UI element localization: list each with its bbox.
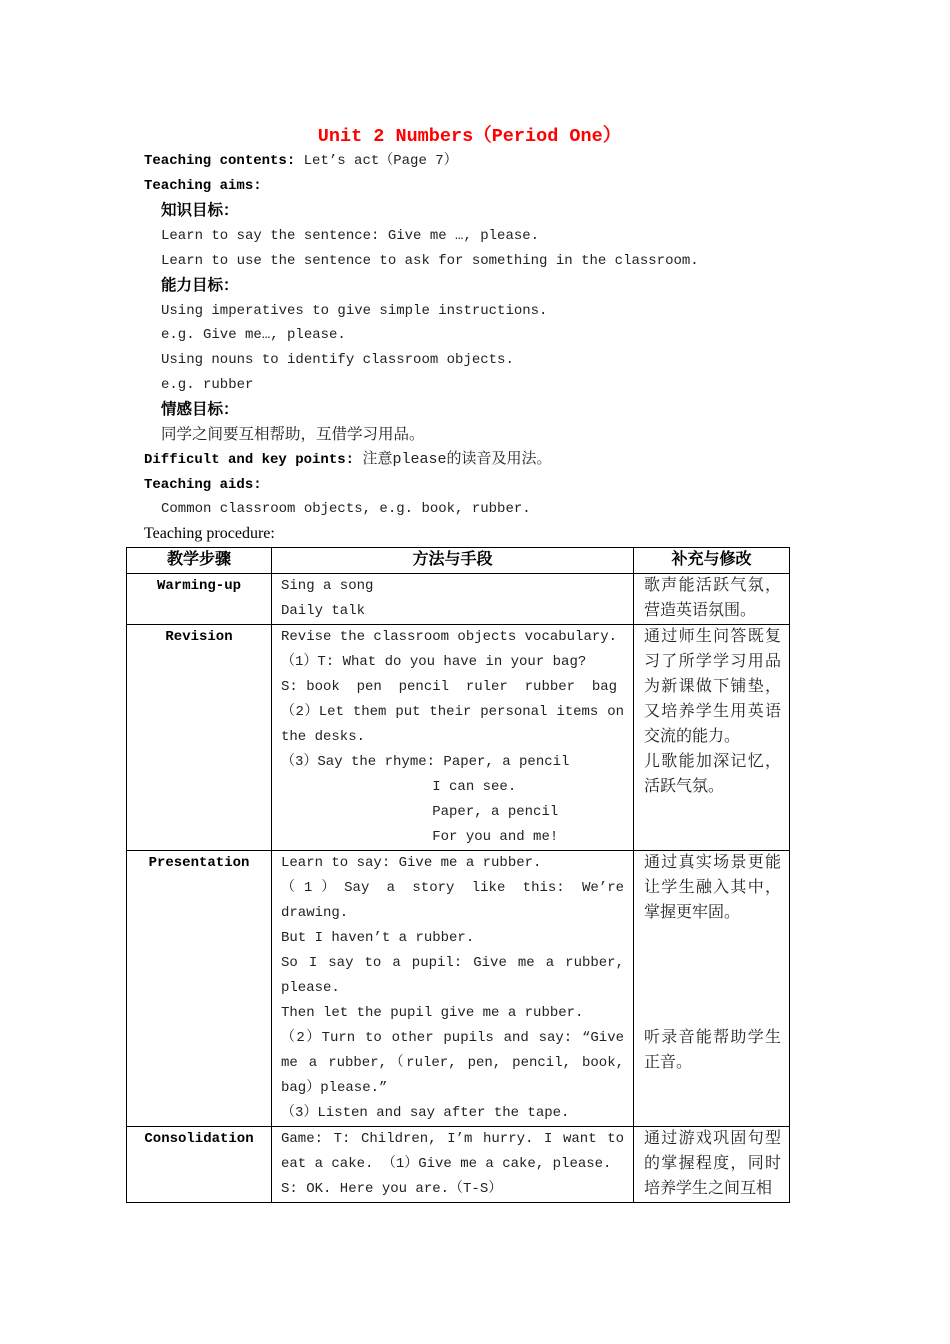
methods-paragraph: [281, 700, 624, 750]
methods-line: bag）please.”: [281, 1080, 388, 1096]
methods-line: please.: [281, 980, 340, 996]
teaching-aids-label: Teaching aids:: [144, 476, 262, 493]
notes-line: 儿歌能加深记忆，: [644, 753, 781, 771]
procedure-step-cell: [127, 851, 272, 1127]
procedure-notes-cell: [634, 1127, 790, 1203]
teaching-aims-label: Teaching aims:: [144, 178, 262, 195]
notes-line: 通过游戏巩固句型: [644, 1130, 781, 1148]
procedure-methods-cell: [272, 1127, 634, 1203]
notes-paragraph: [644, 976, 781, 1001]
notes-paragraph: [644, 951, 781, 976]
knowledge-aims-heading: 知识目标：: [161, 202, 239, 221]
key-points-value: 注意please的读音及用法。: [362, 450, 552, 468]
notes-line: 通过真实场景更能: [644, 854, 781, 872]
methods-paragraph: [281, 951, 624, 1001]
methods-paragraph: [281, 599, 624, 624]
methods-line: I can see.: [281, 779, 517, 795]
notes-line: 通过师生问答既复: [644, 628, 781, 646]
methods-line: drawing.: [281, 905, 349, 921]
methods-paragraph: [281, 926, 624, 951]
notes-paragraph: [644, 1001, 781, 1026]
methods-line: （1）Say a story like this: We’re: [281, 880, 624, 896]
notes-line: 又培养学生用英语: [644, 703, 781, 721]
procedure-row-consolidation: [127, 1127, 790, 1203]
key-points-label: Difficult and key points:: [144, 451, 355, 468]
procedure-notes-cell: [634, 574, 790, 625]
methods-line: Then let the pupil give me a rubber.: [281, 1005, 584, 1021]
procedure-step-name: Presentation: [148, 855, 250, 871]
notes-paragraph: [644, 926, 781, 951]
notes-line: 的掌握程度，同时: [644, 1155, 781, 1173]
notes-line: 活跃气氛。: [644, 778, 725, 796]
notes-line: 掌握更牢固。: [644, 904, 741, 922]
procedure-table-body: [127, 574, 790, 1203]
teaching-contents: [144, 149, 795, 174]
methods-paragraph: [281, 1101, 624, 1126]
methods-paragraph: [281, 1026, 624, 1101]
header-notes: 补充与修改: [634, 548, 790, 574]
teaching-contents-label: Teaching contents:: [144, 153, 296, 170]
methods-line: S: OK. Here you are.（T-S）: [281, 1181, 503, 1197]
notes-line: 培养学生之间互相: [644, 1180, 773, 1198]
notes-line: 习了所学学习用品: [644, 653, 781, 671]
notes-paragraph: [644, 750, 781, 800]
methods-line: Game: T: Children, I’m hurry. I want to: [281, 1131, 624, 1147]
notes-line: 营造英语氛围。: [644, 602, 757, 620]
notes-line: 为新课做下铺垫，: [644, 678, 781, 696]
procedure-step-cell: [127, 1127, 272, 1203]
methods-paragraph: [281, 1001, 624, 1026]
methods-paragraph: [281, 1177, 624, 1202]
procedure-step-cell: [127, 574, 272, 625]
lesson-plan-text: [144, 125, 795, 548]
notes-paragraph: [644, 1026, 781, 1076]
methods-line: （2）Turn to other pupils and say: “Give: [281, 1030, 624, 1046]
ability-aim-line: e.g. rubber: [161, 377, 254, 394]
methods-line: （2）Let them put their personal items on: [281, 704, 624, 720]
procedure-step-name: Warming-up: [156, 578, 241, 594]
methods-paragraph: [281, 825, 624, 850]
methods-line: the desks.: [281, 729, 366, 745]
methods-line: Paper, a pencil: [281, 804, 559, 820]
notes-line: 让学生融入其中，: [644, 879, 781, 897]
methods-paragraph: [281, 574, 624, 599]
methods-line: eat a cake. （1）Give me a cake, please.: [281, 1156, 612, 1172]
methods-paragraph: [281, 800, 624, 825]
procedure-row-presentation: [127, 851, 790, 1127]
ability-aim-line: Using imperatives to give simple instructions.: [161, 302, 548, 319]
ability-aim-line: e.g. Give me…, please.: [161, 327, 346, 344]
notes-paragraph: [644, 625, 781, 750]
key-points: [144, 448, 795, 473]
methods-line: But I haven’t a rubber.: [281, 930, 475, 946]
teaching-contents-value: Let’s act（Page 7）: [303, 153, 458, 170]
methods-line: me a rubber,（ruler, pen, pencil, book,: [281, 1055, 624, 1071]
methods-line: （3）Listen and say after the tape.: [281, 1105, 570, 1121]
notes-paragraph: [644, 574, 781, 624]
methods-line: Revise the classroom objects vocabulary.: [281, 629, 618, 645]
header-methods: 方法与手段: [272, 548, 634, 574]
methods-line: Sing a song: [281, 578, 374, 594]
ability-aim-line: Using nouns to identify classroom objects.: [161, 352, 514, 369]
notes-paragraph: [644, 851, 781, 926]
methods-line: Daily talk: [281, 603, 366, 619]
procedure-notes-cell: [634, 851, 790, 1127]
procedure-row-revision: [127, 625, 790, 851]
notes-line: 交流的能力。: [644, 728, 741, 746]
methods-line: For you and me!: [281, 829, 559, 845]
methods-line: Learn to say: Give me a rubber.: [281, 855, 542, 871]
procedure-header-row: [127, 548, 790, 574]
emotion-aim-line: 同学之间要互相帮助，互借学习用品。: [161, 425, 425, 444]
notes-line: [644, 976, 781, 1001]
notes-line: 歌声能活跃气氛，: [644, 577, 781, 595]
knowledge-aim-line: Learn to say the sentence: Give me …, please.: [161, 227, 540, 244]
methods-paragraph: [281, 625, 624, 650]
emotion-aims-heading: 情感目标：: [161, 400, 239, 419]
procedure-step-name: Consolidation: [144, 1131, 254, 1147]
procedure-step-name: Revision: [165, 629, 233, 645]
methods-paragraph: [281, 775, 624, 800]
procedure-methods-cell: [272, 574, 634, 625]
methods-line: So I say to a pupil: Give me a rubber,: [281, 955, 624, 971]
methods-paragraph: [281, 876, 624, 926]
methods-paragraph: [281, 750, 624, 775]
methods-paragraph: [281, 1127, 624, 1177]
procedure-notes-cell: [634, 625, 790, 851]
notes-line: [644, 1001, 781, 1026]
header-teaching-steps: 教学步骤: [127, 548, 272, 574]
knowledge-aim-line: Learn to use the sentence to ask for something in the classroom.: [161, 252, 699, 269]
notes-line: [644, 926, 781, 951]
notes-paragraph: [644, 1127, 781, 1202]
procedure-row-warming-up: [127, 574, 790, 625]
notes-line: [644, 951, 781, 976]
document-title: Unit 2 Numbers（Period One）: [317, 125, 622, 147]
notes-line: 正音。: [644, 1054, 693, 1072]
methods-line: （1）T: What do you have in your bag?: [281, 654, 587, 670]
procedure-step-cell: [127, 625, 272, 851]
teaching-aids-line: Common classroom objects, e.g. book, rubber.: [161, 501, 531, 518]
procedure-methods-cell: [272, 851, 634, 1127]
methods-paragraph: [281, 650, 624, 675]
ability-aims-heading: 能力目标：: [161, 276, 239, 295]
methods-line: S: book pen pencil ruler rubber bag: [281, 679, 618, 695]
methods-paragraph: [281, 851, 624, 876]
procedure-methods-cell: [272, 625, 634, 851]
teaching-procedure-label: Teaching procedure:: [144, 525, 275, 543]
methods-line: （3）Say the rhyme: Paper, a pencil: [281, 754, 570, 770]
notes-line: 听录音能帮助学生: [644, 1029, 781, 1047]
teaching-procedure-table: [126, 547, 790, 1203]
methods-paragraph: [281, 675, 624, 700]
